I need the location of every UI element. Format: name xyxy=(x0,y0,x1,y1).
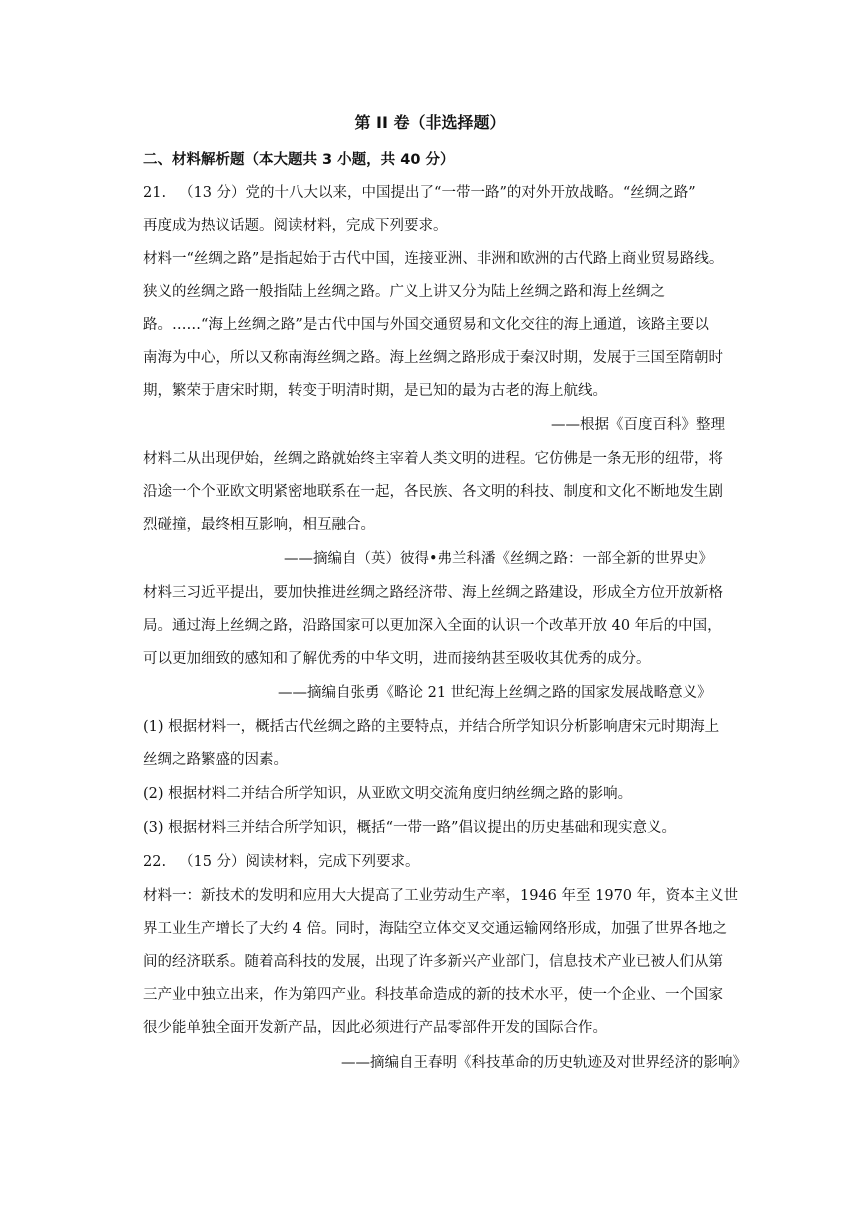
q21-material3-line-3: 可以更加细致的感知和了解优秀的中华文明，进而接纳甚至吸收其优秀的成分。 xyxy=(143,651,651,667)
q21-intro-text: （13 分）党的十八大以来，中国提出了“一带一路”的对外开放战略。“丝绸之路” xyxy=(179,185,696,201)
q21-part3: (3) 根据材料三并结合所学知识，概括“一带一路”倡议提出的历史基础和现实意义。 xyxy=(143,820,676,836)
q21-material3-line-1: 材料三习近平提出，要加快推进丝绸之路经济带、海上丝绸之路建设，形成全方位开放新格 xyxy=(143,585,723,601)
q21-material1-line-5: 期，繁荣于唐宋时期，转变于明清时期，是已知的最为古老的海上航线。 xyxy=(143,383,607,399)
q22-number: 22. xyxy=(143,854,167,870)
q22-material1-source: ——摘编自王春明《科技革命的历史轨迹及对世界经济的影响》 xyxy=(341,1055,747,1071)
q21-material3-source: ——摘编自张勇《略论 21 世纪海上丝绸之路的国家发展战略意义》 xyxy=(278,685,712,701)
q22-material1-line-3: 间的经济联系。随着高科技的发展，出现了许多新兴产业部门，信息技术产业已被人们从第 xyxy=(143,954,723,970)
q21-material2-line-3: 烈碰撞，最终相互影响，相互融合。 xyxy=(143,517,375,533)
q21-part2: (2) 根据材料二并结合所学知识，从亚欧文明交流角度归纳丝绸之路的影响。 xyxy=(143,786,633,802)
q21-intro-line-2: 再度成为热议话题。阅读材料，完成下列要求。 xyxy=(143,218,448,234)
q21-material2-line-1: 材料二从出现伊始，丝绸之路就始终主宰着人类文明的进程。它仿佛是一条无形的纽带，将 xyxy=(143,451,723,467)
q22-intro-line xyxy=(143,850,420,871)
q22-material1-line-4: 三产业中独立出来，作为第四产业。科技革命造成的新的技术水平，使一个企业、一个国家 xyxy=(143,987,723,1003)
q22-material1-line-5: 很少能单独全面开发新产品，因此必须进行产品零部件开发的国际合作。 xyxy=(143,1020,607,1036)
q22-material1-line-1: 材料一：新技术的发明和应用大大提高了工业劳动生产率，1946 年至 1970 年，资本主义世 xyxy=(143,888,739,904)
q21-material1-line-1: 材料一“丝绸之路”是指起始于古代中国，连接亚洲、非洲和欧洲的古代路上商业贸易路线。 xyxy=(143,251,724,267)
q21-number: 21. xyxy=(143,185,167,201)
q21-material1-source: ——根据《百度百科》整理 xyxy=(551,417,725,433)
paper-title: 第 II 卷（非选择题） xyxy=(354,113,506,132)
q21-part1-line-1: (1) 根据材料一，概括古代丝绸之路的主要特点，并结合所学知识分析影响唐宋元时期海上 xyxy=(143,719,720,735)
q22-intro-text: （15 分）阅读材料，完成下列要求。 xyxy=(179,854,420,870)
q21-material1-line-2: 狭义的丝绸之路一般指陆上丝绸之路。广义上讲又分为陆上丝绸之路和海上丝绸之 xyxy=(143,284,665,300)
section-heading: 二、材料解析题（本大题共 3 小题，共 40 分） xyxy=(143,152,455,168)
q22-material1-line-2: 界工业生产增长了大约 4 倍。同时，海陆空立体交叉交通运输网络形成，加强了世界各地之 xyxy=(143,921,727,937)
q21-material1-line-4: 南海为中心，所以又称南海丝绸之路。海上丝绸之路形成于秦汉时期，发展于三国至隋朝时 xyxy=(143,350,723,366)
q21-material2-line-2: 沿途一个个亚欧文明紧密地联系在一起，各民族、各文明的科技、制度和文化不断地发生剧 xyxy=(143,484,723,500)
q21-intro-line-1 xyxy=(143,181,696,202)
q21-part1-line-2: 丝绸之路繁盛的因素。 xyxy=(143,752,288,768)
q21-material1-line-3: 路。……“海上丝绸之路”是古代中国与外国交通贸易和文化交往的海上通道，该路主要以 xyxy=(143,317,709,333)
q21-material2-source: ——摘编自（英）彼得•弗兰科潘《丝绸之路：一部全新的世界史》 xyxy=(284,551,714,567)
q21-material3-line-2: 局。通过海上丝绸之路，沿路国家可以更加深入全面的认识一个改革开放 40 年后的中国， xyxy=(143,618,722,634)
